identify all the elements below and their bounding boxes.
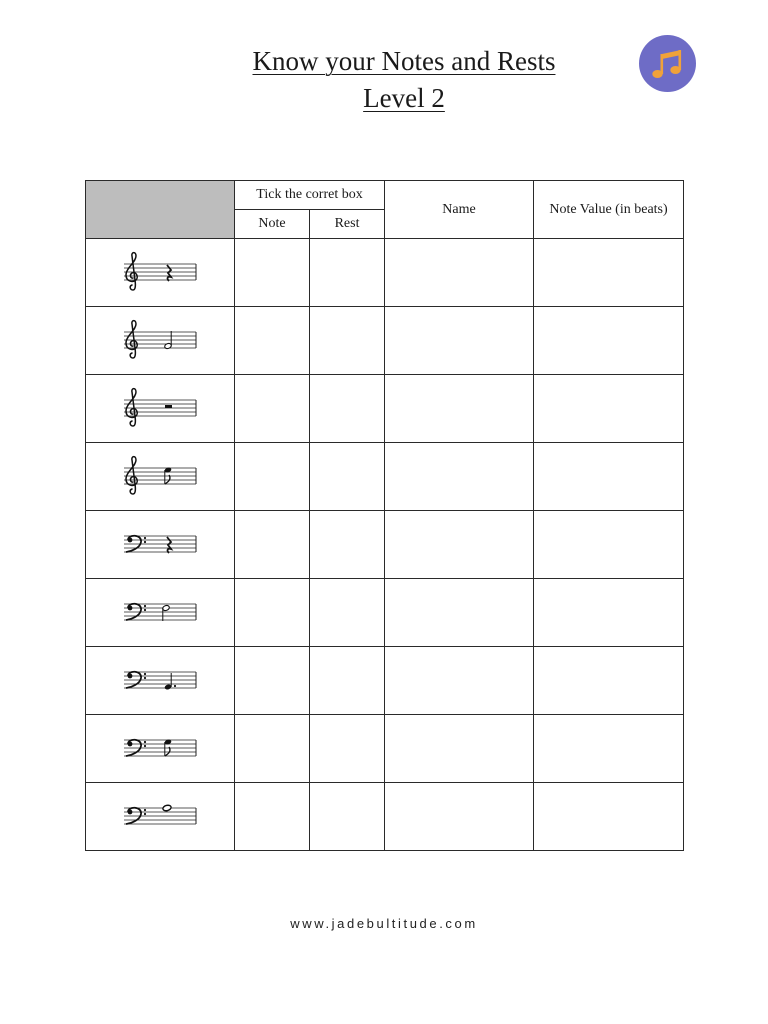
note-tick-box[interactable] [235,783,310,851]
treble-staff-crotchet-rest [120,250,200,296]
quaver-icon [164,738,172,755]
note-tick-box[interactable] [235,375,310,443]
music-symbol-cell [86,375,235,443]
rest-tick-box[interactable] [310,715,385,783]
table-row [86,715,684,783]
bass-staff-semibreve [120,794,200,840]
crotchet-rest-icon [167,265,171,281]
semibreve-icon [162,804,171,811]
treble-clef-icon [126,456,137,493]
table-row [86,239,684,307]
value-header: Note Value (in beats) [534,181,684,239]
tick-group-header: Tick the corret box [235,181,385,210]
name-answer-cell[interactable] [385,239,534,307]
name-answer-cell[interactable] [385,783,534,851]
bass-staff-quaver [120,726,200,772]
bass-staff-minim-stem-up [120,590,200,636]
music-symbol-cell [86,511,235,579]
rest-tick-box[interactable] [310,647,385,715]
value-answer-cell[interactable] [534,511,684,579]
rest-header: Rest [310,210,385,239]
table-row [86,647,684,715]
value-answer-cell[interactable] [534,579,684,647]
music-symbol-cell [86,647,235,715]
music-symbol-cell [86,783,235,851]
rest-tick-box[interactable] [310,307,385,375]
note-tick-box[interactable] [235,647,310,715]
quaver-icon [164,466,172,483]
worksheet-table [85,180,684,851]
bass-staff-crotchet-rest [120,522,200,568]
name-answer-cell[interactable] [385,443,534,511]
music-symbol-cell [86,715,235,783]
blank-header-cell [86,181,235,239]
value-answer-cell[interactable] [534,443,684,511]
value-answer-cell[interactable] [534,307,684,375]
treble-staff-quaver [120,454,200,500]
rest-tick-box[interactable] [310,375,385,443]
note-tick-box[interactable] [235,579,310,647]
name-header: Name [385,181,534,239]
note-tick-box[interactable] [235,307,310,375]
treble-staff-minim-rest [120,386,200,432]
page-subtitle: Level 2 [363,83,445,113]
minim-rest-icon [165,405,172,408]
footer-url: www.jadebultitude.com [290,916,478,931]
note-tick-box[interactable] [235,511,310,579]
page-title: Know your Notes and Rests [252,46,556,76]
name-answer-cell[interactable] [385,307,534,375]
name-answer-cell[interactable] [385,715,534,783]
music-note-icon [639,35,696,92]
music-symbol-cell [86,307,235,375]
treble-clef-icon [126,320,137,357]
rest-tick-box[interactable] [310,579,385,647]
note-tick-box[interactable] [235,443,310,511]
music-badge [639,35,696,92]
bass-staff-crotchet [120,658,200,704]
treble-staff-minim [120,318,200,364]
table-row [86,579,684,647]
table-row [86,783,684,851]
rest-tick-box[interactable] [310,511,385,579]
name-answer-cell[interactable] [385,647,534,715]
music-symbol-cell [86,443,235,511]
value-answer-cell[interactable] [534,783,684,851]
rest-tick-box[interactable] [310,239,385,307]
minim-stem-up-icon [162,604,170,620]
table-row [86,511,684,579]
crotchet-rest-icon [167,537,171,553]
value-answer-cell[interactable] [534,647,684,715]
value-answer-cell[interactable] [534,715,684,783]
treble-clef-icon [126,252,137,289]
value-answer-cell[interactable] [534,375,684,443]
name-answer-cell[interactable] [385,579,534,647]
note-tick-box[interactable] [235,715,310,783]
rest-tick-box[interactable] [310,443,385,511]
table-row [86,375,684,443]
music-symbol-cell [86,579,235,647]
table-row [86,307,684,375]
music-symbol-cell [86,239,235,307]
rest-tick-box[interactable] [310,783,385,851]
note-tick-box[interactable] [235,239,310,307]
treble-clef-icon [126,388,137,425]
note-header: Note [235,210,310,239]
name-answer-cell[interactable] [385,511,534,579]
value-answer-cell[interactable] [534,239,684,307]
table-row [86,443,684,511]
name-answer-cell[interactable] [385,375,534,443]
